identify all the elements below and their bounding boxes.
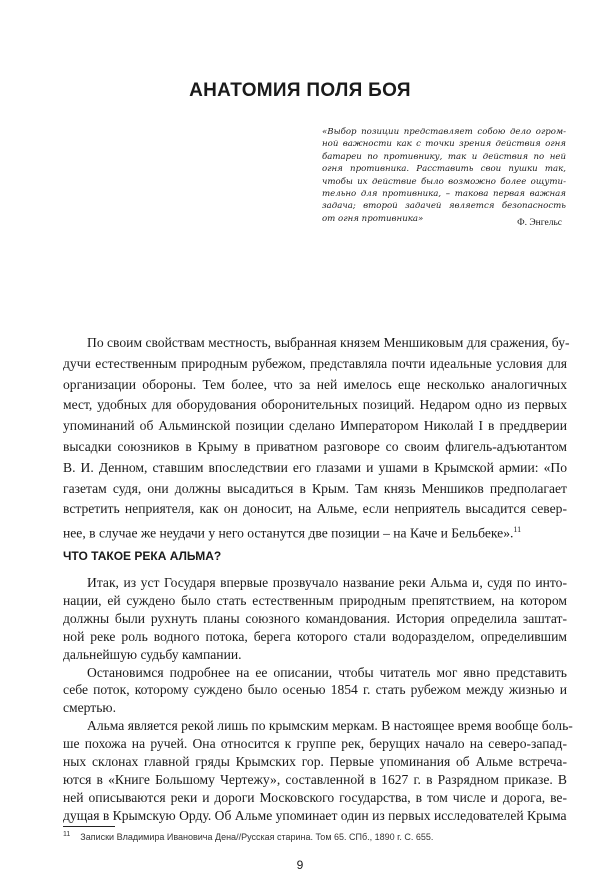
line-text: В. И. Денном, ставшим впоследствии его глазами и ушами в Крымской армии: «По: [63, 459, 567, 475]
line-text: должны были рухнуть планы союзного командования. История определила заштат-: [63, 610, 567, 626]
body-paragraphs-2-4: [63, 574, 573, 825]
text-line: [63, 479, 567, 500]
text-line: [63, 628, 567, 646]
text-line: [63, 416, 567, 437]
text-line: [63, 735, 567, 753]
epigraph-line: ной важности как с точки зрения действия огня: [322, 139, 566, 150]
text-line: [63, 664, 567, 682]
text-line: [63, 592, 567, 610]
line-text: Итак, из уст Государя впервые прозвучало название реки Альма и, судя по инто-: [87, 575, 567, 590]
epigraph-line: батареи по противнику, так и действия по ней: [322, 151, 566, 162]
body-paragraph-1: [63, 333, 570, 545]
line-text: себе поток, которому суждено было осенью 1854 г. стать рубежом между жизнью и: [63, 682, 567, 698]
text-line: [63, 333, 570, 354]
line-text: ных склонах главной гряды Крымских гор. Первые упоминания об Альме встреча-: [63, 754, 567, 770]
line-text: Альма является рекой лишь по крымским меркам. В настоящее время вообще боль-: [87, 718, 573, 734]
line-text: Остановимся подробнее на ее описании, чтобы читатель мог явно представить: [87, 664, 567, 680]
line-text: нации, ей суждено было стать естественным природным препятствием, на котором: [63, 592, 567, 608]
footnote: [63, 831, 433, 842]
line-text: высадки союзников в Крыму в приватном разговоре со своим флигель-адъютантом: [63, 438, 567, 454]
line-text: ней описываются реки и дороги Московского государства, в том числе и дорога, ве-: [63, 789, 567, 805]
section-heading: ЧТО ТАКОЕ РЕКА АЛЬМА?: [63, 549, 222, 563]
epigraph-line: от огня противника»: [322, 213, 424, 224]
text-line: [63, 520, 567, 544]
footnote-text: Записки Владимира Ивановича Дена//Русская старина. Том 65. СПб., 1890 г. С. 655.: [80, 832, 434, 842]
text-line: [63, 717, 573, 735]
page-number: 9: [296, 858, 304, 872]
text-line: [63, 574, 567, 592]
text-line: [63, 458, 567, 479]
line-text: мест, удобных для оборудования оборонительных позиций. Недаром одно из первых: [63, 397, 567, 413]
line-text: дучи естественным природным рубежом, представляла почти идеальные условия для: [63, 355, 567, 371]
footnote-number: 11: [63, 831, 71, 838]
line-text: упоминаний об Альминской позиции сделано Императором Николай I в преддверии: [63, 418, 567, 434]
line-text: дущая в Крымскую Орду. Об Альме упоминает один из первых исследователей Крыма: [63, 807, 567, 823]
text-line: [63, 437, 567, 458]
text-line: [63, 807, 567, 825]
epigraph-quote: [322, 126, 566, 225]
text-line: [63, 681, 567, 699]
epigraph-line: тельно для противника, – такова первая важная: [322, 189, 566, 200]
epigraph-line: задача; второй задачей является безопасность: [322, 201, 566, 212]
text-line: [63, 610, 567, 628]
text-line: [63, 771, 567, 789]
epigraph-line: «Выбор позиции представляет собою дело огром-: [322, 127, 566, 137]
chapter-title: АНАТОМИЯ ПОЛЯ БОЯ: [189, 80, 411, 101]
text-line: [63, 789, 567, 807]
line-text: газетам судя, они должны высадиться в Крым. Там князь Меншиков предполагает: [63, 480, 567, 496]
text-line: [63, 753, 567, 771]
line-text: ной реке роль водного потока, берега которого стали водоразделом, определившим: [63, 628, 567, 644]
footnote-reference[interactable]: 11: [513, 525, 522, 535]
text-line: [63, 375, 567, 396]
line-text: нее, в случае же неудачи у него останутся две позиции – на Каче и Бельбеке».: [63, 525, 514, 541]
epigraph-line: огня противника. Расставить свои пушки так,: [322, 164, 566, 175]
epigraph-line: чтобы их действие было возможно более ощути-: [322, 176, 566, 187]
text-line: [63, 499, 567, 520]
line-text: ше похожа на ручей. Она относится к группе рек, берущих начало на северо-запад-: [63, 736, 567, 752]
text-line: [63, 699, 567, 717]
line-text: дальнейшую судьбу кампании.: [63, 646, 242, 662]
line-text: По своим свойствам местность, выбранная князем Меншиковым для сражения, бу-: [87, 335, 570, 350]
line-text: встретить неприятеля, как он доносит, на Альме, если неприятель высадится север-: [63, 501, 567, 517]
text-line: [63, 646, 567, 664]
footnote-divider: [63, 826, 115, 827]
line-text: ются в «Книге Большому Чертежу», составленной в 1627 г. в Разрядном приказе. В: [63, 771, 567, 787]
text-line: [63, 354, 567, 375]
line-text: организации обороны. Тем более, что за ней имелось еще несколько аналогичных: [63, 376, 567, 392]
epigraph-author: Ф. Энгельс: [517, 218, 562, 228]
text-line: [63, 395, 567, 416]
line-text: смертью.: [63, 700, 116, 716]
